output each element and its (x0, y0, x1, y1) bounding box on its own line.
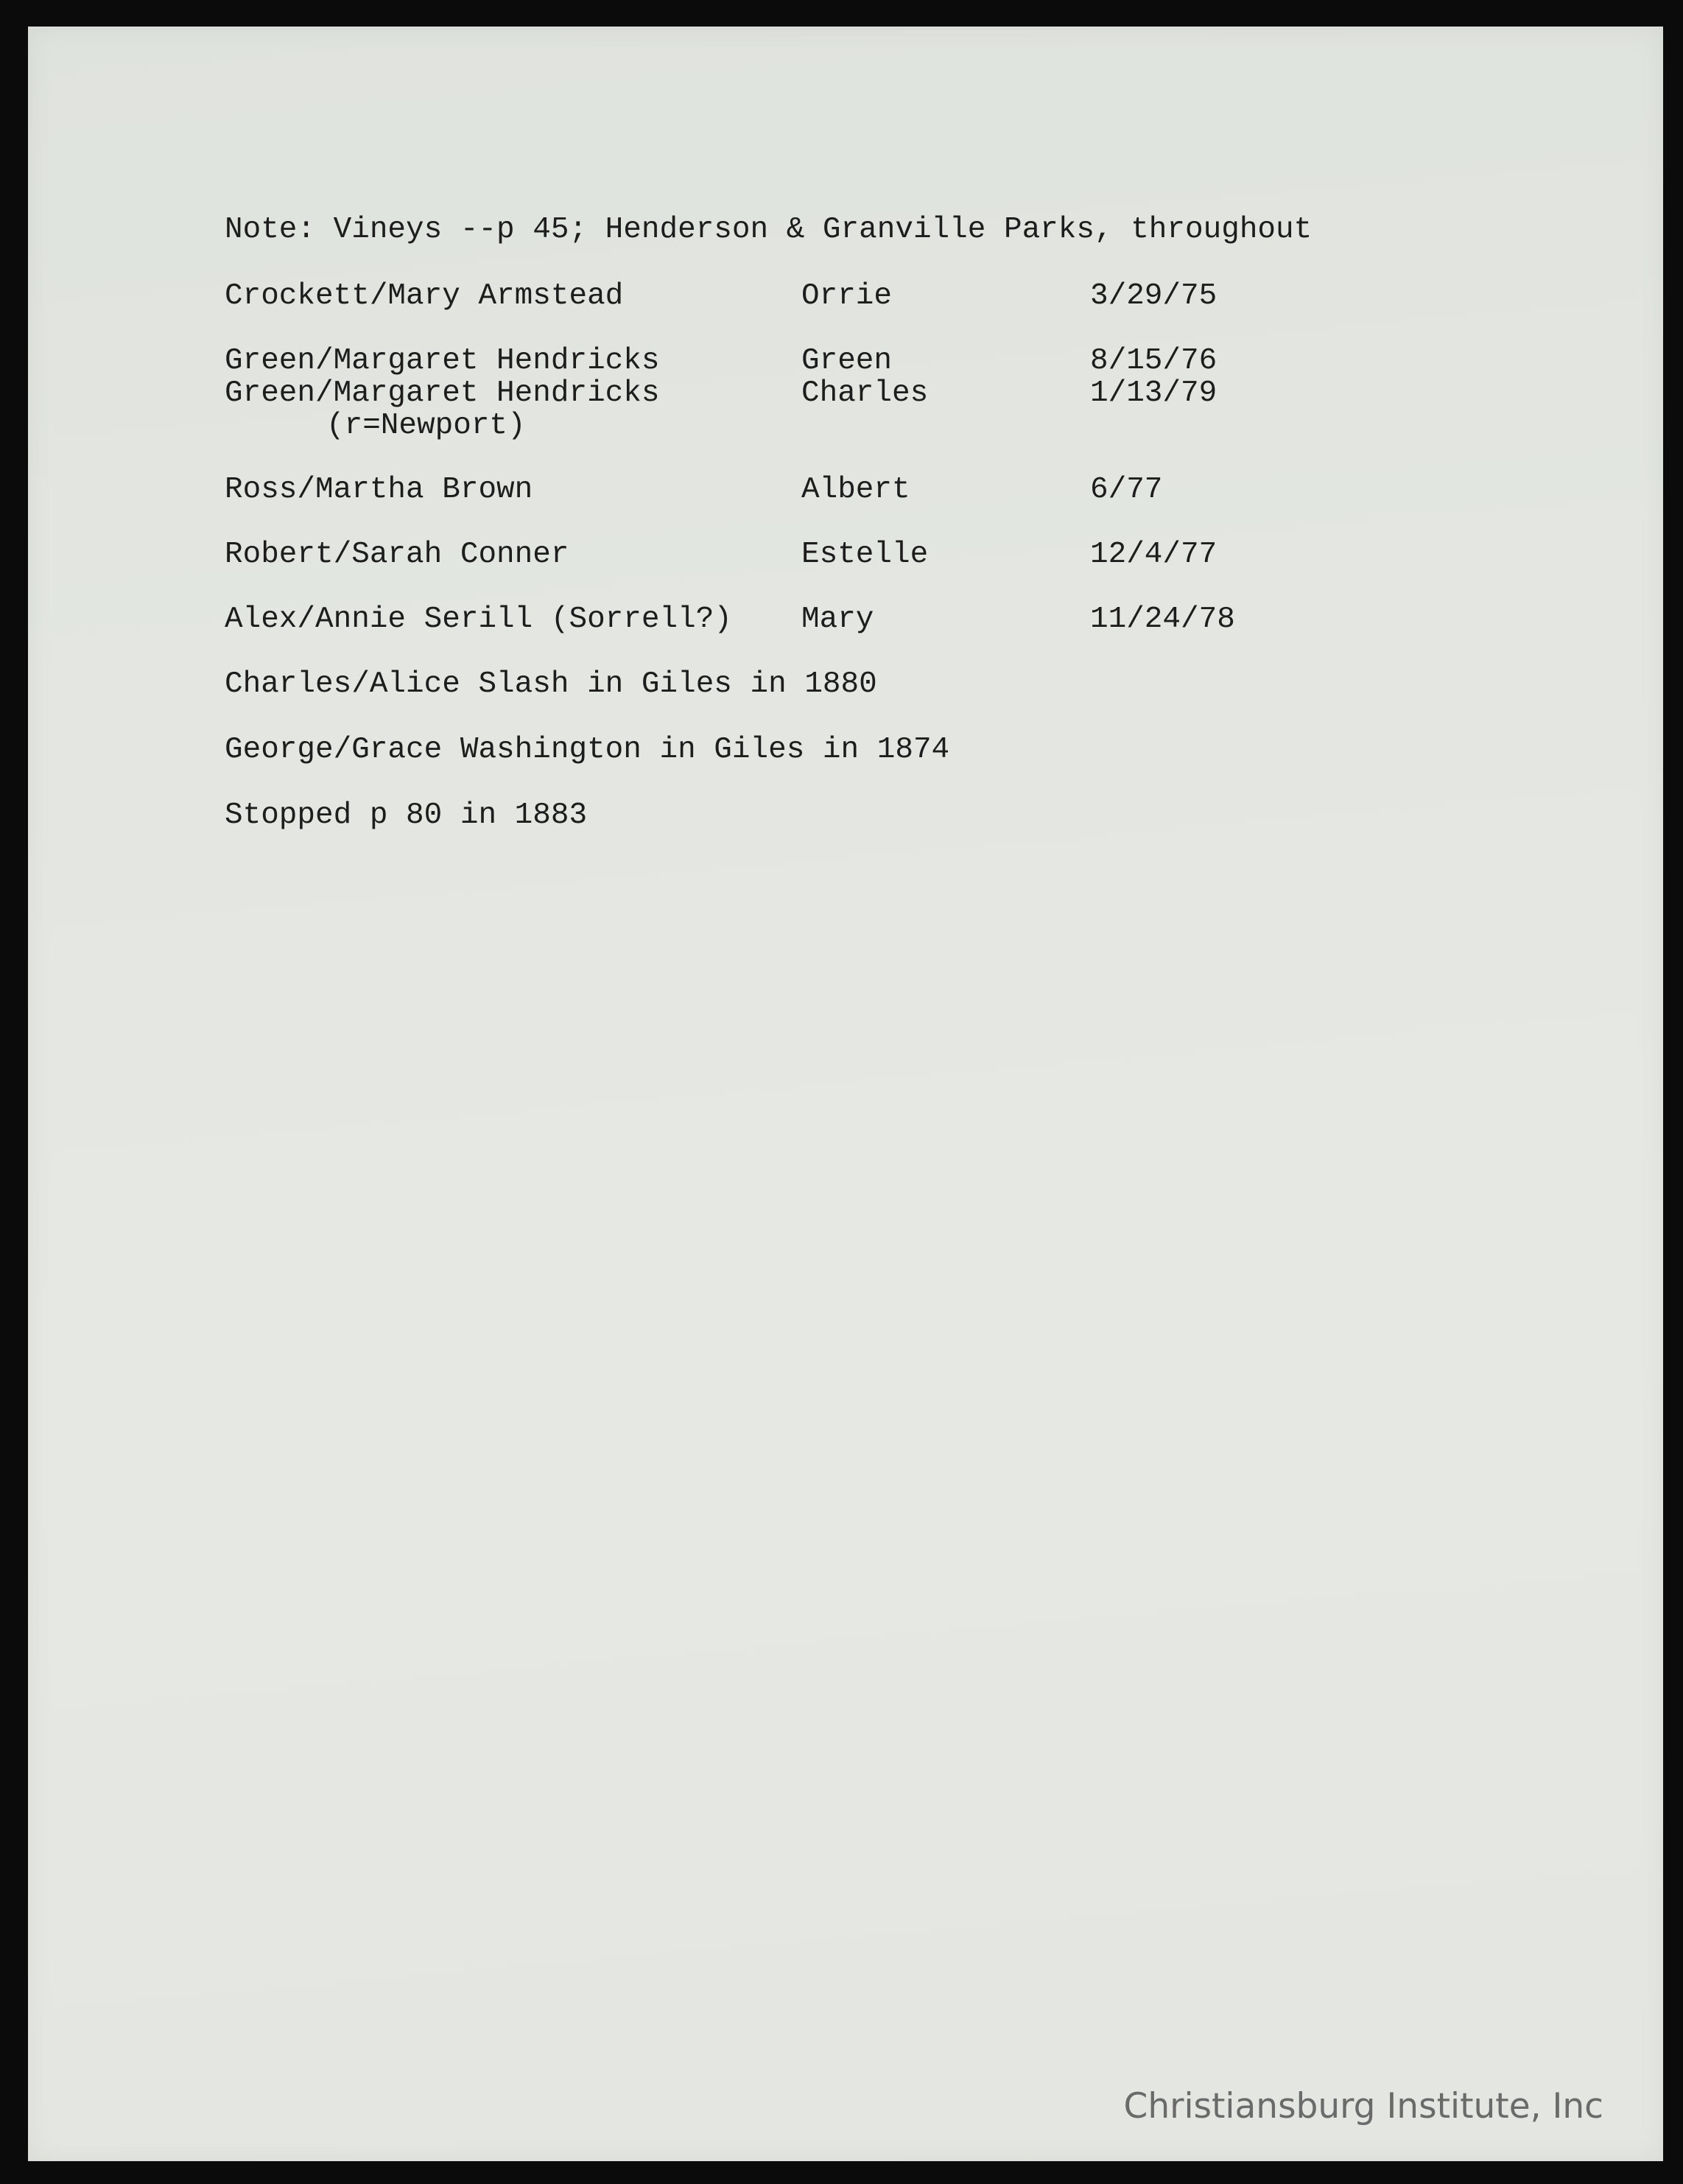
entry-parents: Green/Margaret Hendricks (225, 376, 660, 410)
entry-parents: Crockett/Mary Armstead (225, 279, 624, 313)
entry-child: Albert (801, 473, 910, 507)
entry-parents: Ross/Martha Brown (225, 473, 533, 507)
entry-child: Charles (801, 376, 929, 410)
entry-child: Green (801, 344, 893, 378)
text-line: Charles/Alice Slash in Giles in 1880 (225, 667, 877, 701)
entry-child: Estelle (801, 538, 929, 572)
entry-child: Orrie (801, 279, 893, 313)
text-line: George/Grace Washington in Giles in 1874 (225, 733, 950, 767)
text-line: Stopped p 80 in 1883 (225, 798, 588, 832)
entry-date: 8/15/76 (1090, 344, 1218, 378)
entry-date: 12/4/77 (1090, 538, 1218, 572)
entry-parents: Robert/Sarah Conner (225, 538, 569, 572)
entry-date: 1/13/79 (1090, 376, 1218, 410)
entry-child: Mary (801, 603, 874, 636)
watermark: Christiansburg Institute, Inc (1123, 2086, 1603, 2127)
entry-remark: (r=Newport) (326, 409, 526, 443)
note-line: Note: Vineys --p 45; Henderson & Granville Parks, throughout (225, 213, 1313, 247)
entry-parents: Green/Margaret Hendricks (225, 344, 660, 378)
entry-date: 6/77 (1090, 473, 1163, 507)
entry-date: 3/29/75 (1090, 279, 1218, 313)
entry-date: 11/24/78 (1090, 603, 1235, 636)
entry-parents: Alex/Annie Serill (Sorrell?) (225, 603, 732, 636)
